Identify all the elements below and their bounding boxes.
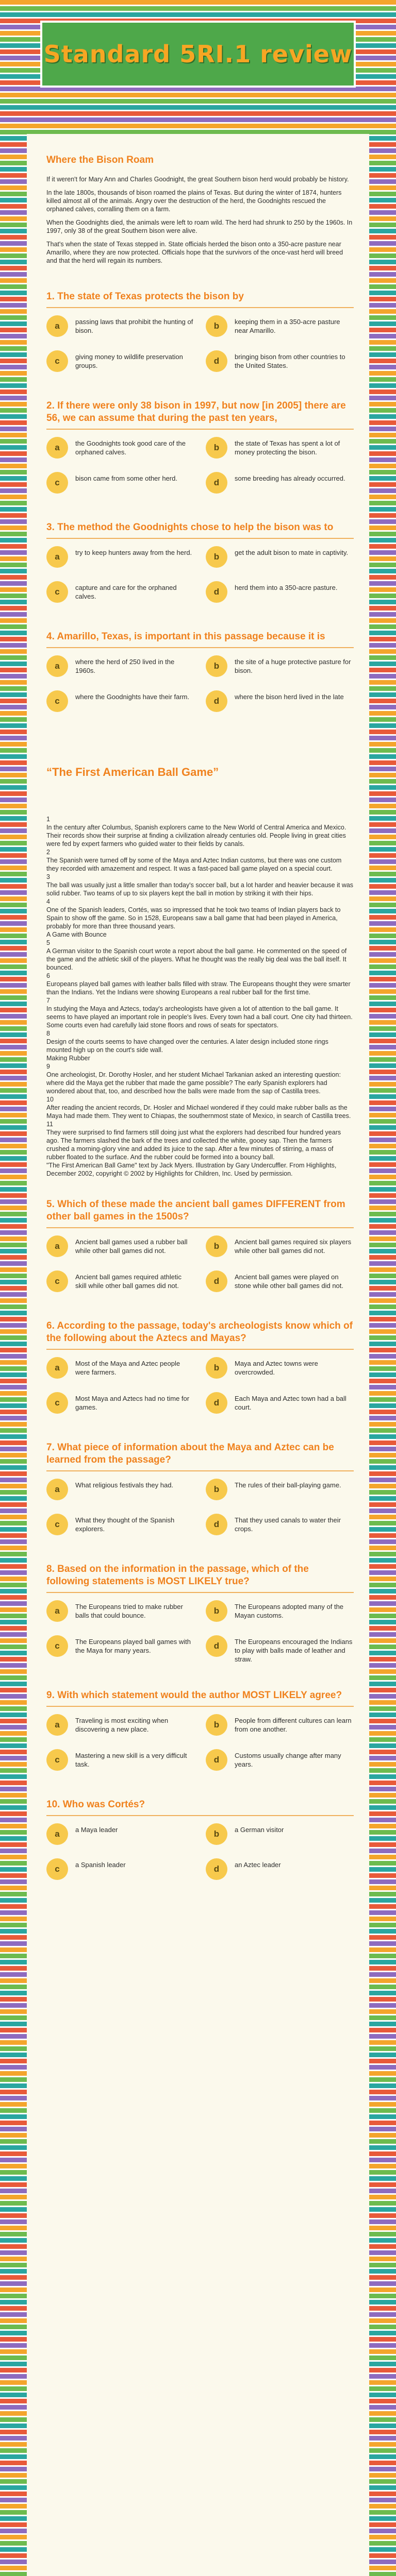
answer-option-c[interactable] [46,472,194,496]
option-text: That they used canals to water their crops. [235,1516,341,1533]
answer-option-a[interactable] [46,1479,194,1502]
option-letter-badge: b [206,1235,227,1257]
answer-option-b[interactable] [206,1235,354,1259]
answer-option-d[interactable] [206,1858,354,1882]
answer-option-a[interactable] [46,1235,194,1259]
option-letter-badge: a [46,315,68,337]
option-letter-badge: d [206,1749,227,1771]
option-letter-badge: c [46,1635,68,1657]
option-letter-badge: b [206,1600,227,1622]
answer-option-a[interactable] [46,437,194,461]
option-text: try to keep hunters away from the herd. [75,549,192,556]
answer-option-c[interactable] [46,1858,194,1882]
answer-option-d[interactable] [206,472,354,496]
divider [46,429,354,430]
answer-option-b[interactable] [206,315,354,339]
option-letter-badge: d [206,690,227,712]
answer-option-c[interactable] [46,1749,194,1773]
option-letter-badge: c [46,350,68,372]
question-5 [46,1198,354,1294]
option-letter-badge: b [206,1479,227,1500]
option-text: capture and care for the orphaned calves. [75,584,177,600]
option-text: some breeding has already occurred. [235,474,345,482]
answer-options [46,546,354,605]
answer-option-c[interactable] [46,1392,194,1416]
option-text: a Maya leader [75,1826,118,1834]
answer-options [46,655,354,714]
option-letter-badge: b [206,546,227,568]
option-text: The Europeans tried to make rubber balls that could bounce. [75,1603,183,1619]
answer-option-a[interactable] [46,1357,194,1381]
answer-option-d[interactable] [206,350,354,374]
option-text: Ancient ball games were played on stone while other ball games did not. [235,1273,344,1290]
option-text: keeping them in a 350-acre pasture near Amarillo. [235,318,340,334]
answer-option-c[interactable] [46,1514,194,1537]
option-letter-badge: c [46,1270,68,1292]
answer-option-b[interactable] [206,437,354,461]
option-text: What religious festivals they had. [75,1481,174,1489]
option-text: The rules of their ball-playing game. [235,1481,341,1489]
answer-options [46,1600,354,1664]
divider [46,1592,354,1593]
answer-option-d[interactable] [206,690,354,714]
answer-option-d[interactable] [206,1392,354,1416]
question-7 [46,1442,354,1537]
option-text: the site of a huge protective pasture for bison. [235,658,351,674]
option-text: a Spanish leader [75,1861,126,1869]
question-title: 4. Amarillo, Texas, is important in this passage because it is [46,631,325,642]
option-letter-badge: d [206,1392,227,1414]
answer-option-a[interactable] [46,546,194,570]
passage-text: 1 In the century after Columbus, Spanish explorers came to the New World of Central America and Mexico. Their records show their surprise at finding a civilization already centuries old. People living in great cities were fed by expert farmers who guided water to their fields by canals. 2 The Spanish were turned off by some of the Maya and Aztec Indian customs, but there was one custom they recorded with amazement and respect. It was a fast-paced ball game played on a special court. 3 The ball was usually just a little smaller than today's soccer ball, but a lot harder and heavier because it was solid rubber. Two teams of up to six players kept the ball in motion by striking it with their hips. 4 One of the Spanish leaders, Cortés, was so impressed that he took two teams of Indian players back to Spain to show off the game. So in 1528, Europeans saw a ball game that had been played in America, probably for more than three thousand years. A Game with Bounce 5 A German visitor to the Spanish court wrote a report about the ball game. He commented on the speed of the game and the athletic skill of the players. What he thought was the really big deal was the ball itself. It bounced. 6 Europeans played ball games with leather balls filled with straw. The Europeans thought they were smarter than the Indians. Yet the Indians were showing Europeans a real rubber ball for the first time. 7 In studying the Maya and Aztecs, today's archeologists have given a lot of attention to the ball game. It seems to have played an important role in people's lives. Every town had a ball court. One city had thirteen. Some courts even had carefully laid stone floors and rows of seats for spectators. 8 Design of the courts seems to have changed over the centuries. A later design included stone rings mounted high up on the court's side wall. Making Rubber 9 One archeologist, Dr. Dorothy Hosler, and her student Michael Tarkanian asked an interesting question: where did the Maya get the rubber that made the game possible? The early Spanish explorers had wondered about that, too, and described how the balls were made from the sap of Castilla trees. 10 After reading the ancient records, Dr. Hosler and Michael wondered if they could make rubber balls as the Maya had made them. They went to Chiapas, the southernmost state of Mexico, in search of Castilla trees. 11 They were surprised to find farmers still doing just what the explorers had described four hundred years ago. The farmers slashed the bark of the trees and collected the white, gooey sap. Then the farmers crushed a morning-glory vine and added its juice to the sap. After a few minutes of stirring, a mass of rubber floated to the surface. And the rubber could be formed into a bouncy ball. "The First American Ball Game" text by Jack Myers. Illustration by Gary Undercuffler. From Highlights, December 2002, copyright © 2002 by Highlights for Children, Inc. Used by permission. [46,816,354,1177]
answer-options [46,1714,354,1773]
option-text: Customs usually change after many years. [235,1752,341,1768]
answer-option-c[interactable] [46,1270,194,1294]
divider [46,1349,354,1350]
answer-option-b[interactable] [206,655,354,679]
answer-option-c[interactable] [46,690,194,714]
option-letter-badge: a [46,1600,68,1622]
answer-option-d[interactable] [206,1514,354,1537]
answer-option-d[interactable] [206,1635,354,1664]
question-8 [46,1563,354,1664]
answer-options [46,1823,354,1882]
option-letter-badge: c [46,1514,68,1535]
option-letter-badge: c [46,1392,68,1414]
answer-option-d[interactable] [206,581,354,605]
option-letter-badge: d [206,472,227,494]
option-text: The Europeans adopted many of the Mayan customs. [235,1603,344,1619]
title-banner [40,21,356,88]
divider [46,647,354,648]
answer-option-d[interactable] [206,1270,354,1294]
option-text: where the herd of 250 lived in the 1960s. [75,658,175,674]
divider [46,1815,354,1816]
answer-option-b[interactable] [206,546,354,570]
option-letter-badge: b [206,1823,227,1845]
option-text: bringing bison from other countries to the United States. [235,353,345,369]
divider [46,1470,354,1471]
option-letter-badge: d [206,1514,227,1535]
option-text: What they thought of the Spanish explorers. [75,1516,175,1533]
option-text: bison came from some other herd. [75,474,177,482]
passage-ball-game [46,766,354,1178]
option-text: passing laws that prohibit the hunting of bison. [75,318,193,334]
answer-option-b[interactable] [206,1823,354,1847]
divider [46,1227,354,1228]
passage-paragraph: That's when the state of Texas stepped in. State officials herded the bison onto a 350-acre pasture near Amarillo, where they are now protected. Officials hope that the survivors of the once-vast herd will breed and that the herd will regain its numbers. [46,241,343,264]
option-text: The Europeans played ball games with the Maya for many years. [75,1638,191,1654]
option-letter-badge: a [46,1823,68,1845]
option-text: a German visitor [235,1826,284,1834]
answer-option-a[interactable] [46,315,194,339]
question-10 [46,1799,354,1882]
answer-options [46,315,354,374]
option-text: Traveling is most exciting when discovering a new place. [75,1717,169,1733]
question-title: 3. The method the Goodnights chose to help the bison was to [46,522,334,533]
option-letter-badge: d [206,1270,227,1292]
divider [46,538,354,539]
passage-title: “The First American Ball Game” [46,766,219,778]
answer-options [46,1479,354,1537]
question-1 [46,291,354,374]
option-letter-badge: b [206,655,227,677]
option-letter-badge: c [46,472,68,494]
answer-option-b[interactable] [206,1357,354,1381]
passage-paragraph: In the late 1800s, thousands of bison roamed the plains of Texas. But during the winter of 1874, hunters killed almost all of the animals. Angry over the destruction of the herd, the Goodnights rescued the orphaned calves, corralling them on a farm. [46,189,342,213]
option-letter-badge: b [206,1714,227,1736]
question-title: 7. What piece of information about the Maya and Aztec can be learned from the passage? [46,1442,334,1465]
passage-title: Where the Bison Roam [46,155,154,165]
option-letter-badge: c [46,581,68,603]
question-title: 9. With which statement would the author MOST LIKELY agree? [46,1690,342,1701]
answer-option-b[interactable] [206,1479,354,1502]
option-letter-badge: d [206,1635,227,1657]
option-letter-badge: d [206,350,227,372]
option-letter-badge: a [46,1235,68,1257]
answer-option-d[interactable] [206,1749,354,1773]
option-letter-badge: b [206,437,227,459]
option-text: Ancient ball games required six players while other ball games did not. [235,1238,352,1255]
option-letter-badge: a [46,1357,68,1379]
option-letter-badge: c [46,1749,68,1771]
answer-option-b[interactable] [206,1714,354,1738]
content-panel [27,134,369,2576]
answer-option-a[interactable] [46,1714,194,1738]
option-text: herd them into a 350-acre pasture. [235,584,338,591]
option-text: the Goodnights took good care of the orphaned calves. [75,439,186,456]
option-letter-badge: d [206,1858,227,1880]
option-text: giving money to wildlife preservation groups. [75,353,183,369]
answer-option-c[interactable] [46,581,194,605]
option-letter-badge: c [46,1858,68,1880]
option-letter-badge: b [206,1357,227,1379]
illustration-space [46,779,354,815]
answer-options [46,1357,354,1416]
option-text: Most of the Maya and Aztec people were farmers. [75,1360,180,1376]
option-letter-badge: a [46,1714,68,1736]
option-text: get the adult bison to mate in captivity. [235,549,349,556]
option-text: the state of Texas has spent a lot of money protecting the bison. [235,439,340,456]
answer-options [46,1235,354,1294]
option-text: Maya and Aztec towns were overcrowded. [235,1360,318,1376]
option-text: where the Goodnights have their farm. [75,693,190,701]
page-title: Standard 5RI.1 review [43,40,353,68]
option-text: The Europeans encouraged the Indians to play with balls made of leather and straw. [235,1638,353,1663]
answer-option-a[interactable] [46,1823,194,1847]
question-2 [46,400,354,496]
question-title: 1. The state of Texas protects the bison by [46,291,244,302]
option-letter-badge: a [46,546,68,568]
question-6 [46,1320,354,1416]
passage-paragraph: If it weren't for Mary Ann and Charles Goodnight, the great Southern bison herd would probably be history. [46,176,349,183]
option-text: Most Maya and Aztecs had no time for games. [75,1395,190,1411]
divider [46,307,354,308]
option-text: Each Maya and Aztec town had a ball court. [235,1395,346,1411]
option-letter-badge: c [46,690,68,712]
option-text: Ancient ball games required athletic skill while other ball games did not. [75,1273,182,1290]
question-3 [46,521,354,605]
passage-paragraph: When the Goodnights died, the animals were left to roam wild. The herd had shrunk to 250 by the 1960s. In 1997, only 38 of the great Southern bison were alive. [46,219,353,234]
answer-options [46,437,354,496]
answer-option-b[interactable] [206,1600,354,1624]
question-title: 5. Which of these made the ancient ball games DIFFERENT from other ball games in the 1500s? [46,1199,345,1222]
option-text: where the bison herd lived in the late [235,693,344,701]
option-letter-badge: a [46,655,68,677]
question-title: 8. Based on the information in the passage, which of the following statements is MOST LIKELY true? [46,1564,309,1587]
option-text: Ancient ball games used a rubber ball while other ball games did not. [75,1238,188,1255]
option-text: Mastering a new skill is a very difficult task. [75,1752,187,1768]
question-4 [46,631,354,714]
option-text: an Aztec leader [235,1861,281,1869]
question-title: 6. According to the passage, today's archeologists know which of the following about the Aztecs and Mayas? [46,1320,353,1344]
option-letter-badge: d [206,581,227,603]
answer-option-c[interactable] [46,350,194,374]
passage-bison [46,155,354,265]
question-title: 10. Who was Cortés? [46,1799,145,1810]
option-letter-badge: a [46,437,68,459]
option-letter-badge: b [206,315,227,337]
answer-option-a[interactable] [46,1600,194,1624]
option-letter-badge: a [46,1479,68,1500]
question-title: 2. If there were only 38 bison in 1997, but now [in 2005] there are 56, we can assume that during the past ten years, [46,400,346,423]
answer-option-a[interactable] [46,655,194,679]
option-text: People from different cultures can learn from one another. [235,1717,352,1733]
question-9 [46,1689,354,1773]
answer-option-c[interactable] [46,1635,194,1664]
divider [46,1706,354,1707]
